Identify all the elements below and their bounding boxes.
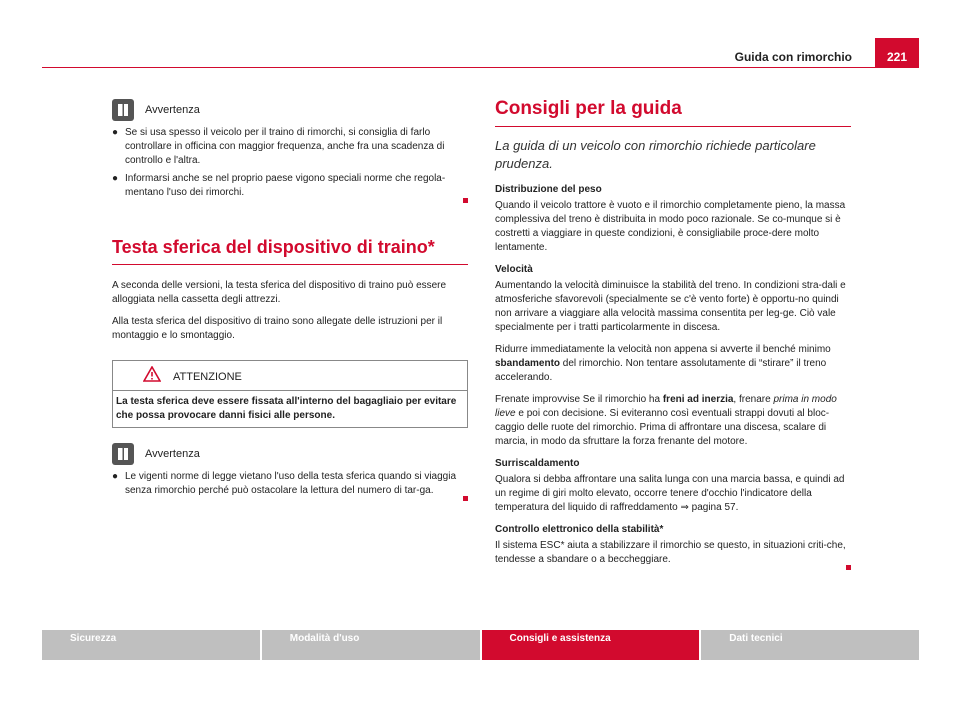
end-mark (463, 496, 468, 501)
paragraph: A seconda delle versioni, la testa sferica del dispositivo di traino può essere alloggiata nella cassetta degli attrezzi. (112, 280, 447, 305)
warning-title: ATTENZIONE (173, 370, 242, 383)
tab-consigli-assistenza[interactable]: Consigli e assistenza (482, 630, 700, 660)
note-title: Avvertenza (145, 448, 200, 460)
paragraph: Il sistema ESC* aiuta a stabilizzare il rimorchio se questo, in situazioni criti-che, tendesse a sbandare o a beccheggiare. (495, 540, 846, 565)
tab-dati-tecnici[interactable]: Dati tecnici (701, 630, 919, 660)
paragraph: Quando il veicolo trattore è vuoto e il rimorchio completamente pieno, la massa complessiva del treno è distribuita in modo poco razionale. Se co-munque si è costretti a viaggiare in queste condizioni, è consigliabile proce-dere molto lentamente. (495, 200, 846, 253)
note-book-icon (112, 99, 134, 121)
section-title: Testa sferica del dispositivo di traino* (112, 237, 435, 257)
tab-sicurezza[interactable]: Sicurezza (42, 630, 260, 660)
paragraph: Frenate improvvise Se il rimorchio ha freni ad inerzia, frenare prima in modo lieve e poi con decisione. Si eviteranno così eventuali strappi dovuti al bloc-caggio delle ruote del rimorchio. Prima di affrontare una discesa, scalare di marcia, in modo da sfruttare la forza frenante del motore. (495, 394, 837, 447)
header-rule (42, 67, 919, 68)
subheading: Surriscaldamento (495, 458, 580, 469)
warning-icon (143, 366, 161, 387)
list-item: ● Se si usa spesso il veicolo per il traino di rimorchi, si consiglia di farlo controllare in officina con maggior frequenza, anche fra una scadenza di controllo e l'altra. (112, 127, 445, 166)
list-item: ● Le vigenti norme di legge vietano l'uso della testa sferica quando si viaggia senza rimorchio perché può ostacolare la lettura del numero di tar-ga. (112, 471, 457, 496)
section-title: Consigli per la guida (495, 98, 682, 119)
note-box (112, 442, 468, 506)
subheading: Velocità (495, 264, 533, 275)
note-box (112, 98, 468, 208)
subheading: Controllo elettronico della stabilità* (495, 524, 664, 535)
note-title: Avvertenza (145, 104, 200, 116)
intro-text: La guida di un veicolo con rimorchio richiede particolare prudenza. (495, 138, 816, 171)
note-book-icon (112, 443, 134, 465)
end-mark (846, 565, 851, 570)
section-rule (112, 264, 468, 265)
list-item: ● Informarsi anche se nel proprio paese vigono speciali norme che regola-mentano l'uso dei rimorchi. (112, 173, 446, 198)
left-column (112, 98, 468, 506)
right-column (495, 98, 851, 575)
warning-text: La testa sferica deve essere fissata all'interno del bagagliaio per evitare che possa provocare danni fisici alle persone. (116, 396, 457, 421)
header-title: Guida con rimorchio (734, 50, 852, 64)
footer-tabs (42, 630, 919, 660)
warning-box (112, 360, 468, 428)
section-testa (112, 236, 468, 265)
paragraph: Aumentando la velocità diminuisce la stabilità del treno. In condizioni stra-dali e atmosferiche sfavorevoli (specialmente se c'è vento forte) è opportu-no quindi non arrivare a viaggiare alla velocità massima consentita per leg-ge. Ciò vale specialmente per i tratti particolarmente in discesa. (495, 280, 846, 333)
subheading: Distribuzione del peso (495, 184, 602, 195)
end-mark (463, 198, 468, 203)
tab-modalita-uso[interactable]: Modalità d'uso (262, 630, 480, 660)
section-rule (495, 126, 851, 127)
paragraph: Alla testa sferica del dispositivo di traino sono allegate delle istruzioni per il montaggio e lo smontaggio. (112, 316, 443, 341)
paragraph: Qualora si debba affrontare una salita lunga con una marcia bassa, e quindi ad un regime di giri molto elevato, occorre tenere d'occhio l'indicatore della temperatura del liquido di raffreddamento ⇒ pagina 57. (495, 474, 845, 513)
page-number: 221 (875, 38, 919, 68)
paragraph: Ridurre immediatamente la velocità non appena si avverte il benché minimo sbandamento del rimorchio. Non tentare assolutamente di “stirare” il treno accelerando. (495, 344, 831, 383)
